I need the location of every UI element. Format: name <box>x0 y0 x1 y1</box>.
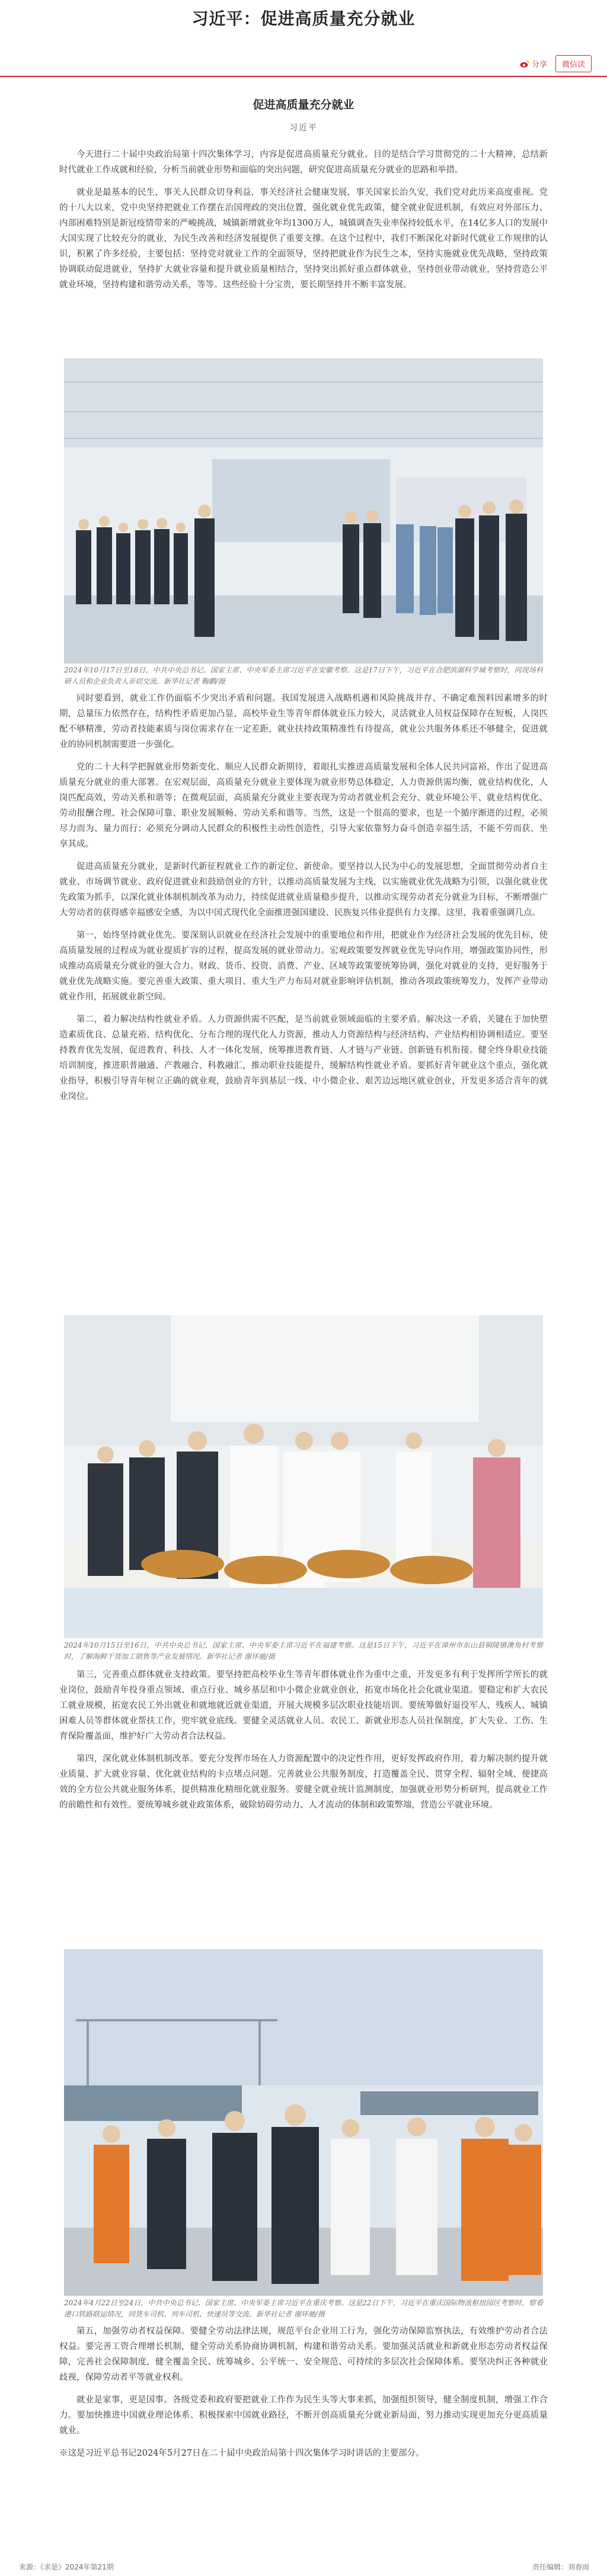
page-title: 习近平：促进高质量充分就业 <box>191 9 416 28</box>
share-button[interactable] <box>520 58 547 69</box>
paragraph-9: 第四，深化就业体制机制改革。要充分发挥市场在人力资源配置中的决定性作用，更好发挥政府作用，着力解决制约提升就业质量、扩大就业容量、优化就业结构的卡点堵点问题。完善就业公共服务制度，打造覆盖全民、贯穿全程、辐射全域、便捷高效的全方位公共就业服务体系，提供精准化精细化就业服务。要健全就业统计监测制度，加强就业形势分析研判，提高就业工作的前瞻性和有效性。要统筹城乡就业政策体系，破除妨碍劳动力、人才流动的体制和政策弊端，营造公平就业环境。 <box>59 1754 548 1810</box>
article-intro <box>59 147 548 293</box>
article-body-1 <box>59 691 548 1104</box>
photo-caption-1: 2024年10月17日至18日，中共中央总书记、国家主席、中央军委主席习近平在安徽考察。这是17日下午，习近平在合肥滨湖科学城考察时，同现场科研人员和企业负责人亲切交流。新华社记者 鞠鹏/摄 <box>64 666 543 685</box>
paragraph-2: 就业是最基本的民生，事关人民群众切身利益，事关经济社会健康发展，事关国家长治久安，我们党对此历来高度重视。党的十八大以来，党中央坚持把就业工作摆在治国理政的突出位置，强化就业优先政策，健全就业促进机制，有效应对外部压力、内部困难特别是新冠疫情带来的严峻挑战，城镇新增就业年均1300万人，城镇调查失业率保持较低水平，在14亿多人口的发展中大国实现了比较充分的就业，为民生改善和经济发展提供了重要支撑。在这个过程中，我们不断深化对新时代就业工作规律的认识，积累了许多经验，主要包括：坚持党对就业工作的全面领导，坚持把就业作为民生之本，坚持实施就业优先战略，坚持政策协调联动促进就业，坚持扩大就业容量和提升就业质量相结合，坚持突出抓好重点群体就业，坚持创业带动就业，坚持营造公平就业环境，坚持构建和谐劳动关系，等等。这些经验十分宝贵，要长期坚持并不断丰富发展。 <box>59 188 548 290</box>
article-subtitle: 促进高质量充分就业 <box>253 98 354 111</box>
subscribe-button[interactable]: 微信读 <box>555 55 592 72</box>
editor-label: 责任编辑：刘春雨 <box>532 2563 589 2571</box>
paragraph-5: 促进高质量充分就业，是新时代新征程就业工作的新定位、新使命。要坚持以人民为中心的发展思想，全面贯彻劳动者自主就业、市场调节就业、政府促进就业和鼓励创业的方针，以推动高质量发展为主线，以实施就业优先战略为引领，以强化就业优先政策为抓手，以深化就业体制机制改革为动力，持续促进就业质量稳步提升，以推动实现劳动者充分就业为目标，不断增强广大劳动者的获得感幸福感安全感，为以中国式现代化全面推进强国建设、民族复兴伟业提供有力支撑。这里，我着重强调几点。 <box>59 862 548 918</box>
weibo-icon <box>520 60 529 68</box>
source-label: 来源：《求是》2024年第21期 <box>19 2563 114 2571</box>
photo-caption-3: 2024年4月22日至24日，中共中央总书记、国家主席、中央军委主席习近平在重庆考察。这是22日下午，习近平在重庆国际物流枢纽园区考察时，察看港口铁路联运情况，同货车司机、列车司机、快递员等交流。新华社记者 谢环驰/摄 <box>64 2299 543 2318</box>
paragraph-7: 第二，着力解决结构性就业矛盾。人力资源供需不匹配，是当前就业领域面临的主要矛盾。解决这一矛盾，关键在于加快塑造素质优良、总量充裕、结构优化、分布合理的现代化人力资源，推动人力资源结构与经济结构、产业结构相协调相适应。要坚持教育优先发展，促进教育、科技、人才一体化发展，统筹推进教育链、人才链与产业链、创新链有机衔接。健全终身职业技能培训制度，推进职普融通、产教融合、科教融汇，推动职业技能提升，缓解结构性就业矛盾。要抓好青年就业这个重点，强化就业指导，积极引导青年树立正确的就业观，鼓励青年到基层一线、中小微企业、艰苦边远地区就业创业，开发更多适合青年的就业岗位。 <box>59 1015 548 1101</box>
article-body-3 <box>59 2324 548 2461</box>
footer <box>0 2557 607 2576</box>
paragraph-1: 今天进行二十届中央政治局第十四次集体学习，内容是促进高质量充分就业。目的是结合学习贯彻党的二十大精神，总结新时代就业工作成就和经验，分析当前就业形势和面临的突出问题，研究促进高质量充分就业的思路和举措。 <box>59 150 548 175</box>
paragraph-10: 第五，加强劳动者权益保障。要健全劳动法律法规，规范平台企业用工行为，强化劳动保障监察执法，有效维护劳动者合法权益。要完善工资合理增长机制，健全劳动关系协商协调机制，构建和谐劳动关系。要加强灵活就业和新就业形态劳动者权益保障，完善社会保障制度，健全覆盖全民、统筹城乡、公平统一、安全规范、可持续的多层次社会保障体系。要坚决纠正各种就业歧视，保障劳动者平等就业权利。 <box>59 2327 548 2382</box>
photo-fujian <box>64 1315 543 1638</box>
article-author: 习近平 <box>289 123 318 133</box>
share-label: 分享 <box>531 60 547 69</box>
paragraph-8: 第三，完善重点群体就业支持政策。要坚持把高校毕业生等青年群体就业作为重中之重，开发更多有利于发挥所学所长的就业岗位，鼓励青年投身重点领域、重点行业、城乡基层和中小微企业就业创业，拓宽市场化社会化就业渠道。要稳定和扩大农民工就业规模，拓宽农民工外出就业和就地就近就业渠道，开展大规模多层次职业技能培训。要统筹做好退役军人、残疾人、城镇困难人员等群体就业帮扶工作，兜牢就业底线。要健全灵活就业人员、农民工、新就业形态人员社保制度，扩大失业、工伤、生育保险覆盖面，维护好广大劳动者合法权益。 <box>59 1670 548 1741</box>
article-note: ※这是习近平总书记2024年5月27日在二十届中央政治局第十四次集体学习时讲话的主要部分。 <box>59 2449 424 2458</box>
photo-caption-2: 2024年10月15日至16日，中共中央总书记、国家主席、中央军委主席习近平在福建考察。这是15日下午，习近平在漳州市东山县铜陵镇澳角村考察时，了解海鲜干货加工销售等产业发展情况。新华社记者 谢环驰/摄 <box>64 1641 543 1661</box>
title-divider <box>0 76 607 77</box>
header-actions <box>520 55 592 72</box>
paragraph-6: 第一，始终坚持就业优先。要深刻认识就业在经济社会发展中的重要地位和作用，把就业作为经济社会发展的优先目标，使高质量发展的过程成为就业提质扩容的过程，提高发展的就业带动力。宏观政策要发挥就业优先导向作用，增强政策协同性，形成推动高质量充分就业的强大合力。财政、货币、投资、消费、产业、区域等政策要统筹协调，强化对就业的支持，更好服务于就业优先战略实施。要完善重大政策、重大项目、重大生产力布局对就业影响评估机制，推动各项政策统筹发力，发挥产业带动就业作用，拓展就业新空间。 <box>59 931 548 1002</box>
paragraph-4: 党的二十大科学把握就业形势新变化、顺应人民群众新期待，着眼扎实推进高质量发展和全体人民共同富裕，作出了促进高质量充分就业的重大部署。在宏观层面，高质量充分就业主要体现为就业形势总体稳定，人力资源供需均衡，就业结构优化，人岗匹配高效，劳动关系和谐等；在微观层面，高质量充分就业主要表现为劳动者就业机会充分、就业环境公平、就业结构优化、劳动报酬合理、社会保障可靠、职业发展顺畅、劳动关系和谐等。当然，这是一个很高的要求，也是一个循序渐进的过程，必须尽力而为、量力而行；必须充分调动人民群众的积极性主动性创造性，引导大家依靠努力奋斗创造幸福生活，不能不劳而获、坐享其成。 <box>59 762 548 849</box>
paragraph-11: 就业是家事，更是国事。各级党委和政府要把就业工作作为民生头等大事来抓，加强组织领导，健全制度机制，增强工作合力。要加快推进中国就业理论体系、积极探索中国就业路径，不断开创高质量充分就业新局面，努力推动实现更加充分更高质量就业。 <box>59 2395 548 2436</box>
photo-anhui <box>64 358 543 664</box>
paragraph-3: 同时要看到，就业工作仍面临不少突出矛盾和问题。我国发展进入战略机遇和风险挑战并存、不确定难预料因素增多的时期，总量压力依然存在，结构性矛盾更加凸显，高校毕业生等青年群体就业压力较大，灵活就业人员权益保障存在短板，人岗匹配不够精准，劳动者技能素质与岗位需求存在一定差距，就业扶持政策精准性有待提高，就业公共服务体系还不够健全，促进就业的协同机制需要进一步强化。 <box>59 694 548 749</box>
photo-chongqing <box>64 1949 543 2296</box>
article-body-2 <box>59 1667 548 1813</box>
header <box>0 0 607 69</box>
